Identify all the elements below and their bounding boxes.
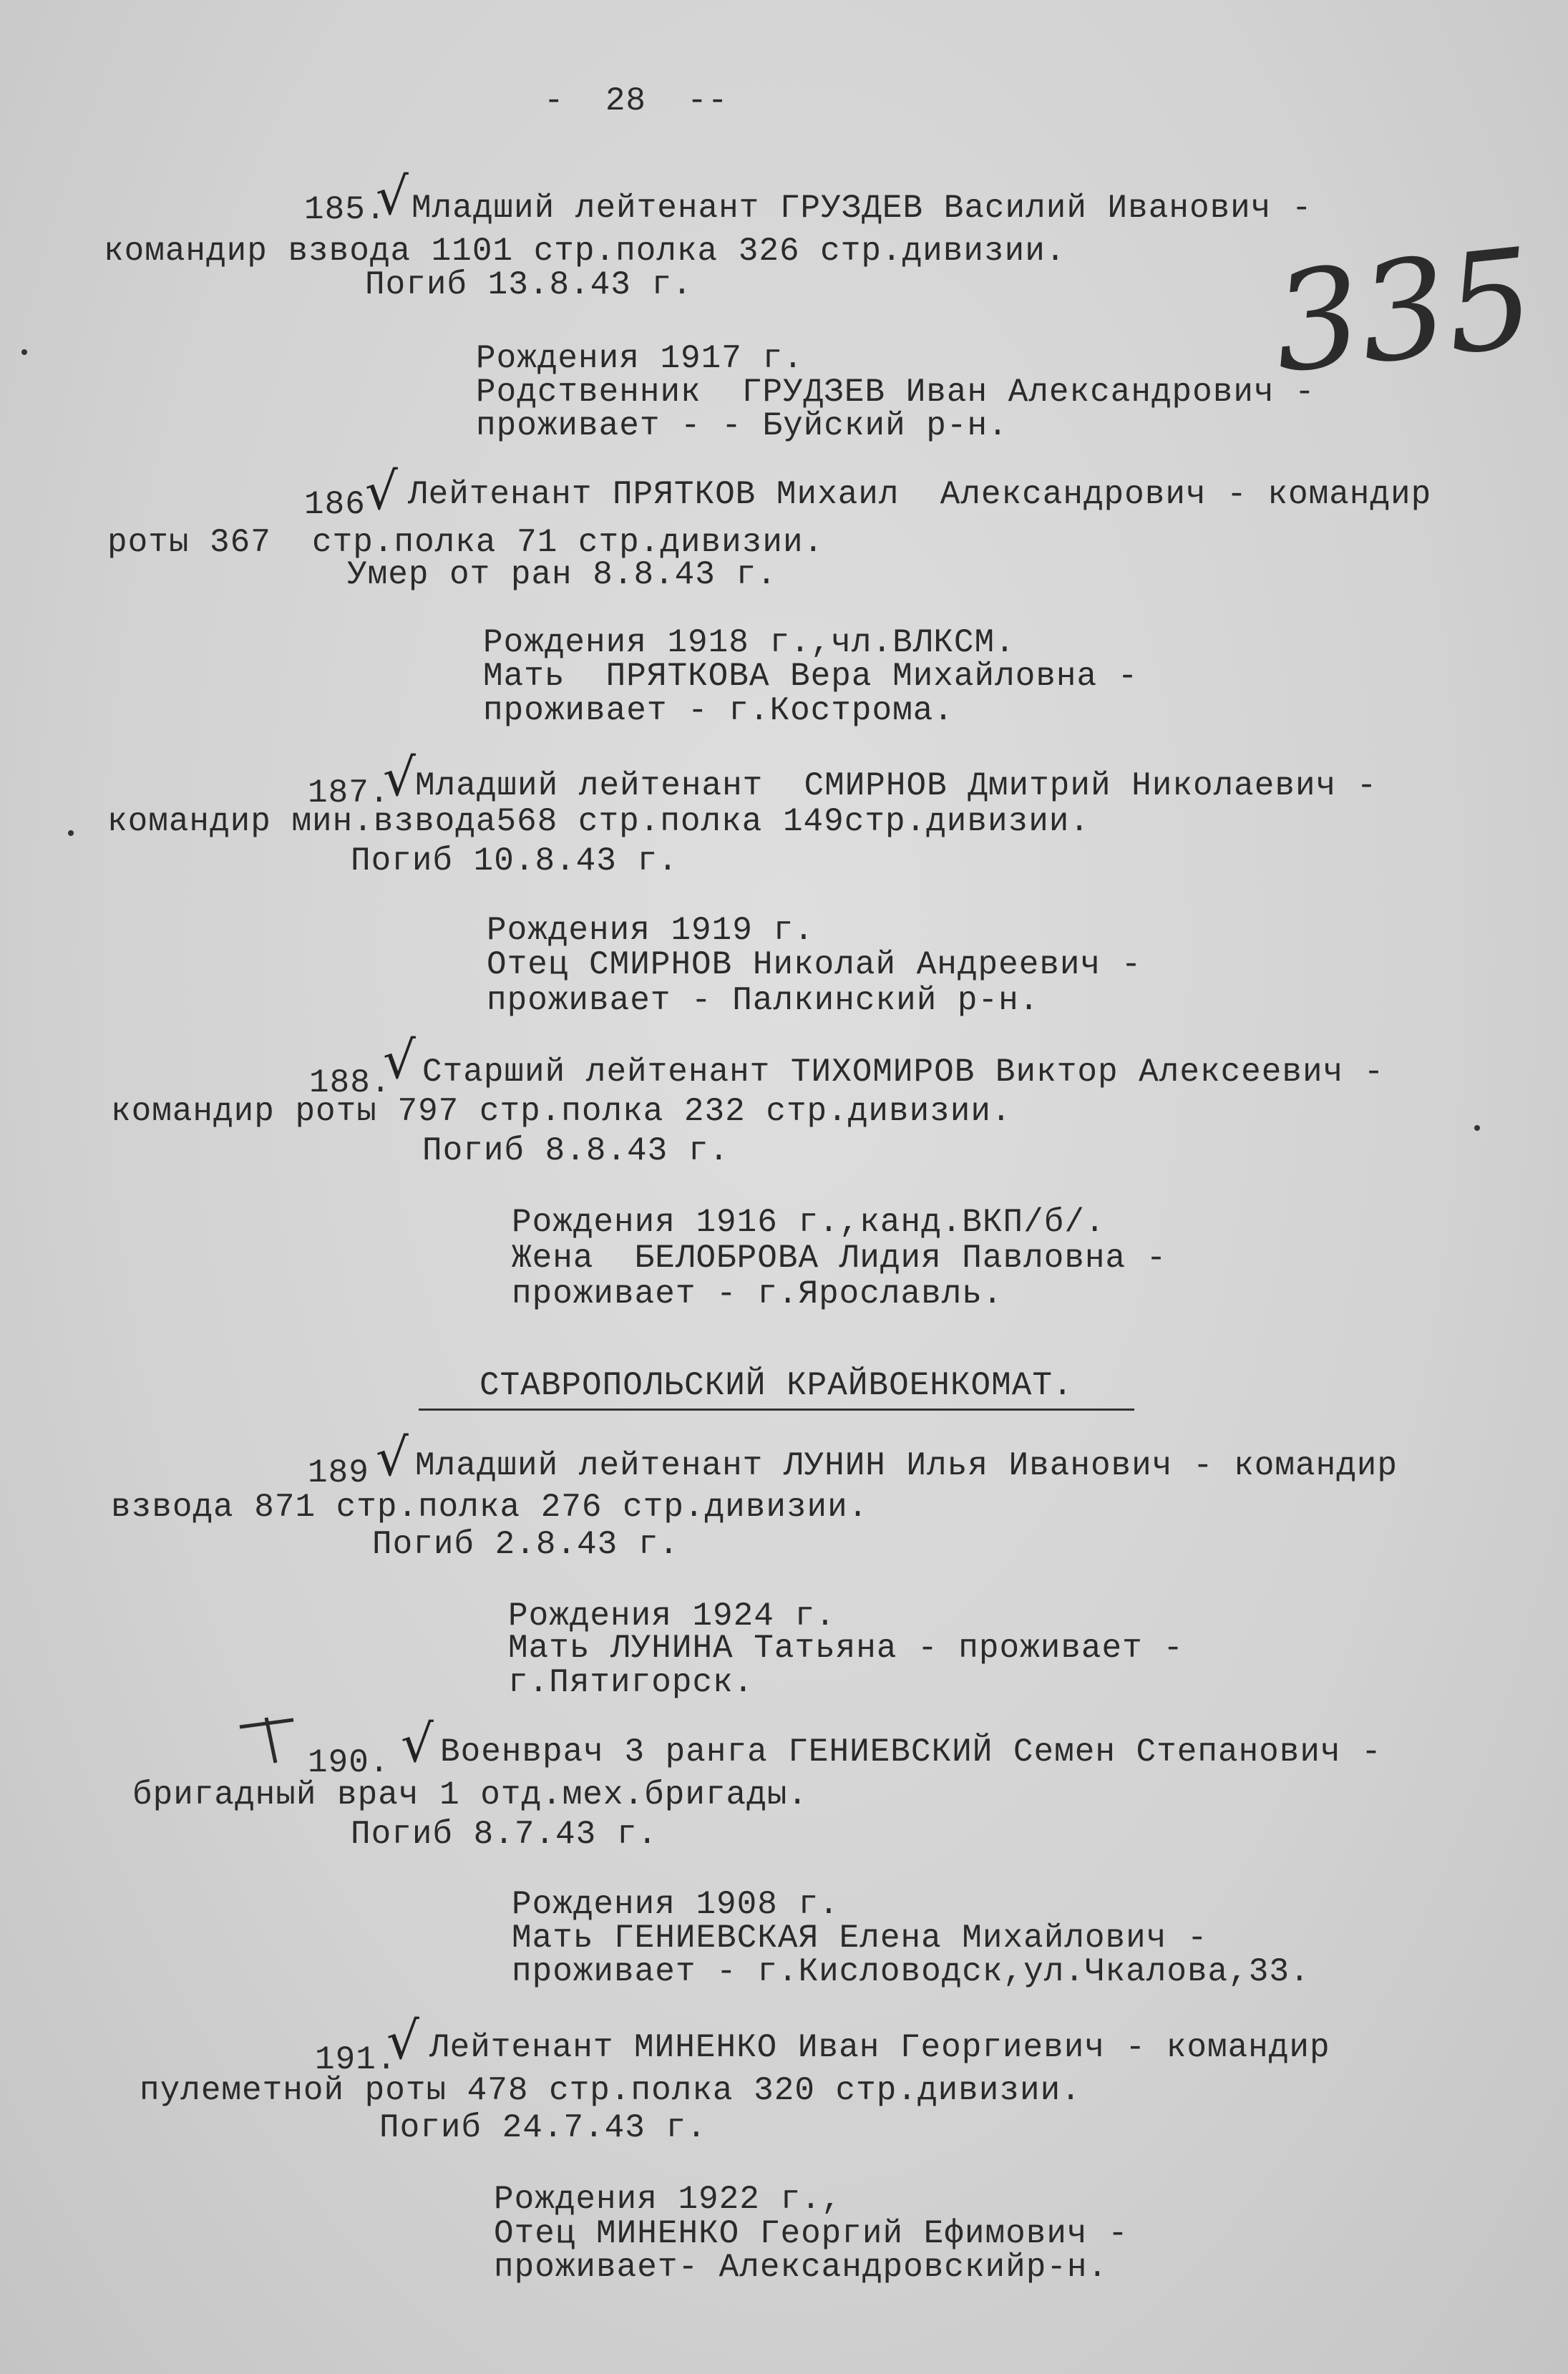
entry-residence: проживает - г.Кострома. [483, 692, 954, 729]
page-number: - 28 -- [544, 82, 729, 120]
entry-relative: Отец СМИРНОВ Николай Андреевич - [487, 946, 1142, 983]
entry-residence: г.Пятигорск. [508, 1664, 754, 1701]
entry-fate: Погиб 13.8.43 г. [365, 266, 693, 303]
checkmark-icon: √ [365, 461, 398, 521]
section-heading: СТАВРОПОЛЬСКИЙ КРАЙВОЕНКОМАТ. [479, 1367, 1073, 1404]
entry-unit: пулеметной роты 478 стр.полка 320 стр.дивизии. [140, 2072, 1081, 2109]
entry-unit: бригадный врач 1 отд.мех.бригады. [132, 1776, 808, 1814]
entry-title: Младший лейтенант ЛУНИН Илья Иванович - командир [415, 1447, 1398, 1484]
entry-number: 189 [308, 1454, 369, 1492]
entry-birth: Рождения 1918 г.,чл.ВЛКСМ. [483, 624, 1016, 661]
entry-fate: Погиб 10.8.43 г. [351, 842, 678, 880]
entry-relative: Мать ГЕНИЕВСКАЯ Елена Михайлович - [512, 1920, 1208, 1957]
entry-relative: Отец МИНЕНКО Георгий Ефимович - [494, 2215, 1129, 2252]
handwritten-cross-mark [236, 1714, 301, 1764]
entry-title: Младший лейтенант СМИРНОВ Дмитрий Николаевич - [415, 767, 1378, 804]
entry-fate: Погиб 8.8.43 г. [422, 1132, 730, 1169]
entry-unit: командир роты 797 стр.полка 232 стр.дивизии. [111, 1093, 1012, 1130]
heading-underline [419, 1409, 1134, 1411]
entry-fate: Умер от ран 8.8.43 г. [347, 556, 777, 593]
entry-fate: Погиб 2.8.43 г. [372, 1526, 680, 1563]
entry-title: Старший лейтенант ТИХОМИРОВ Виктор Алексеевич - [422, 1054, 1385, 1091]
paper-speck [1474, 1125, 1480, 1131]
entry-residence: проживает - Палкинский р-н. [487, 982, 1040, 1019]
entry-residence: проживает- Александровскийр-н. [494, 2249, 1109, 2286]
entry-fate: Погиб 24.7.43 г. [379, 2109, 707, 2146]
checkmark-icon: √ [383, 1030, 416, 1090]
entry-birth: Рождения 1908 г. [512, 1886, 839, 1923]
entry-number: 190. [308, 1744, 390, 1781]
entry-birth: Рождения 1922 г., [494, 2181, 842, 2218]
entry-relative: Мать ЛУНИНА Татьяна - проживает - [508, 1630, 1184, 1667]
handwritten-archive-number: 335 [1266, 218, 1542, 404]
entry-title: Лейтенант МИНЕНКО Иван Георгиевич - командир [429, 2029, 1330, 2066]
checkmark-icon: √ [376, 1427, 409, 1487]
entry-birth: Рождения 1916 г.,канд.ВКП/б/. [512, 1204, 1106, 1241]
checkmark-icon: √ [401, 1713, 434, 1774]
entry-title: Военврач 3 ранга ГЕНИЕВСКИЙ Семен Степанович - [440, 1733, 1382, 1771]
entry-birth: Рождения 1917 г. [476, 340, 804, 377]
entry-relative: Родственник ГРУДЗЕВ Иван Александрович - [476, 374, 1315, 411]
checkmark-icon: √ [386, 2010, 419, 2071]
entry-unit: роты 367 стр.полка 71 стр.дивизии. [107, 524, 824, 561]
paper-speck [21, 349, 27, 355]
entry-number: 188. [309, 1064, 391, 1101]
entry-relative: Мать ПРЯТКОВА Вера Михайловна - [483, 658, 1139, 695]
entry-number: 191. [315, 2041, 397, 2078]
entry-title: Младший лейтенант ГРУЗДЕВ Василий Иванович - [412, 190, 1313, 227]
entry-number: 186 [304, 486, 366, 523]
entry-relative: Жена БЕЛОБРОВА Лидия Павловна - [512, 1240, 1167, 1277]
paper-speck [68, 830, 74, 836]
entry-number: 185. [304, 191, 386, 228]
entry-fate: Погиб 8.7.43 г. [351, 1816, 658, 1853]
checkmark-icon: √ [383, 747, 416, 807]
entry-residence: проживает - г.Ярославль. [512, 1275, 1003, 1313]
entry-residence: проживает - г.Кисловодск,ул.Чкалова,33. [512, 1953, 1310, 1990]
entry-birth: Рождения 1924 г. [508, 1597, 836, 1635]
entry-unit: взвода 871 стр.полка 276 стр.дивизии. [111, 1489, 869, 1526]
entry-number: 187. [308, 774, 390, 812]
entry-unit: командир взвода 1101 стр.полка 326 стр.дивизии. [104, 233, 1066, 270]
checkmark-icon: √ [376, 166, 409, 226]
entry-birth: Рождения 1919 г. [487, 912, 814, 949]
entry-title: Лейтенант ПРЯТКОВ Михаил Александрович - командир [408, 476, 1432, 513]
entry-residence: проживает - - Буйский р-н. [476, 407, 1008, 444]
entry-unit: командир мин.взвода568 стр.полка 149стр.дивизии. [107, 803, 1091, 840]
